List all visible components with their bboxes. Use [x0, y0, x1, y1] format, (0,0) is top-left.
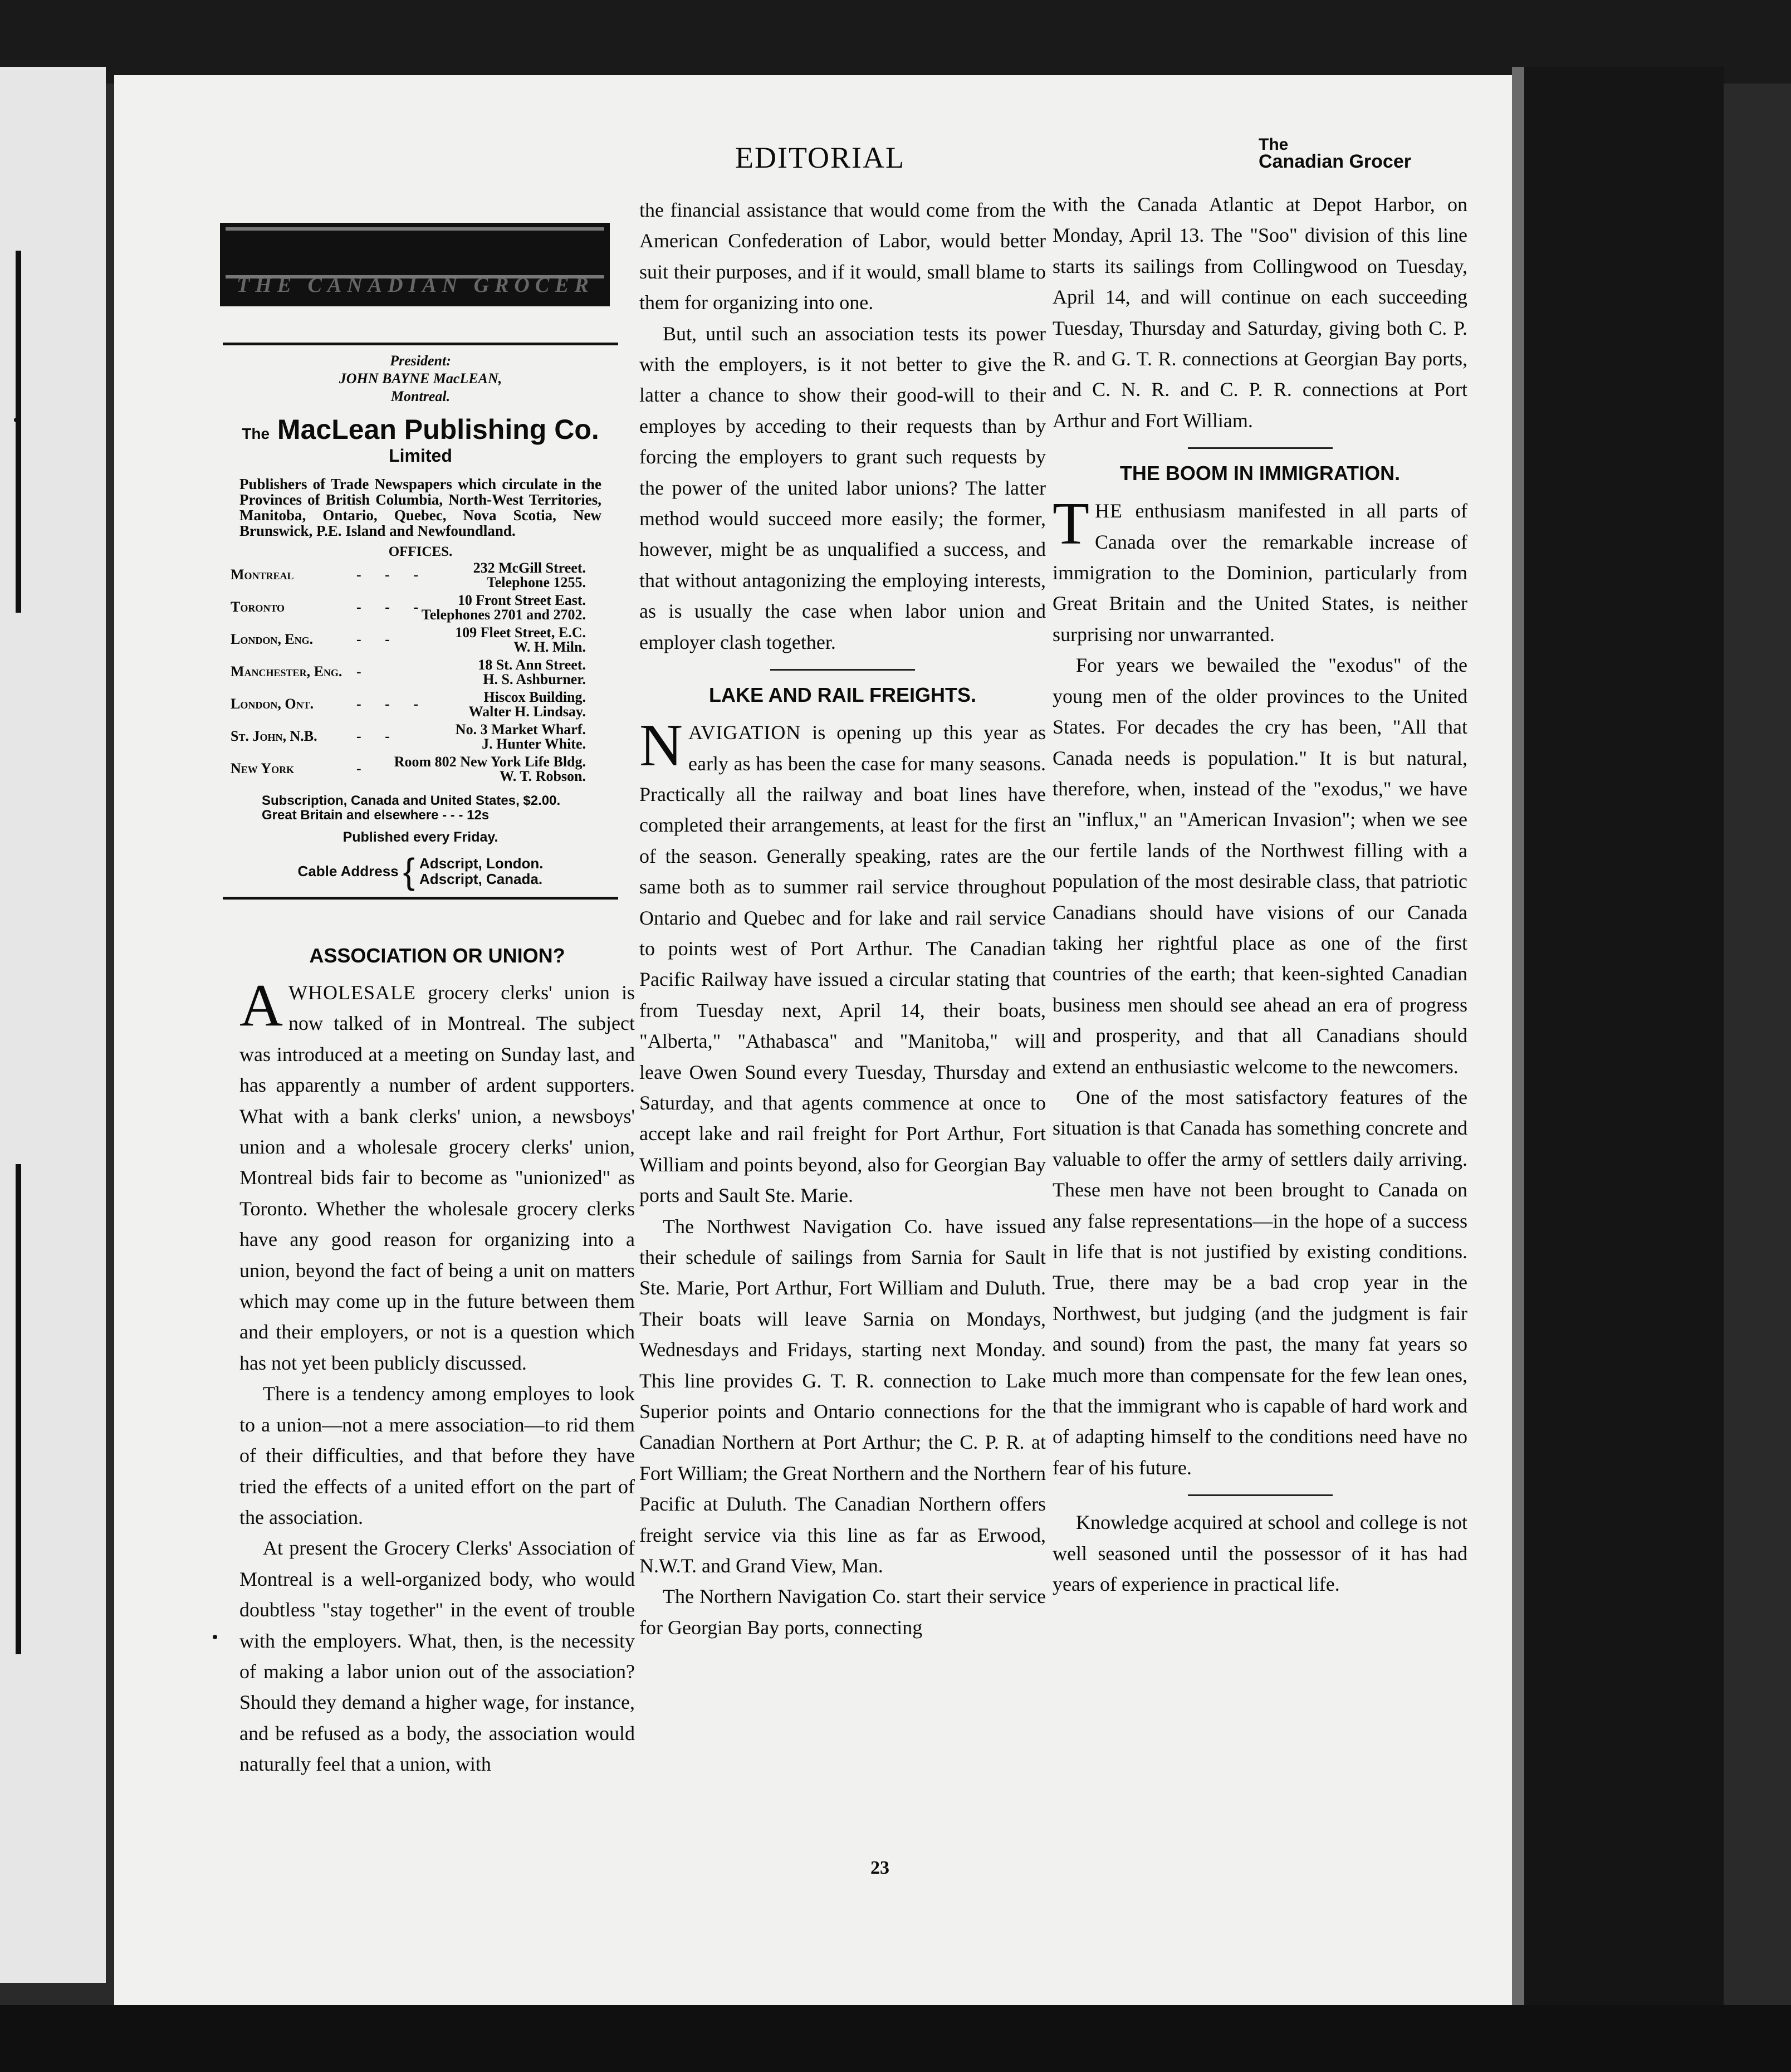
article-paragraph: Knowledge acquired at school and college is not well seasoned until the possessor of it has had years of experience in practical life. — [1053, 1511, 1467, 1596]
office-address: 18 St. Ann Street. H. S. Ashburner. — [478, 657, 586, 687]
drop-cap: N — [639, 712, 683, 779]
office-city: London, Ont. — [231, 696, 314, 712]
page-number: 23 — [870, 1858, 889, 1878]
office-city: Montreal — [231, 566, 294, 583]
company-limited: Limited — [389, 446, 452, 466]
office-dashes: - - - — [356, 599, 428, 615]
office-entry — [223, 657, 618, 689]
article-paragraph: AWHOLESALE grocery clerks' union is now talked of in Montreal. The subject was introduced at a meeting on Sunday last, and has apparently a number of ardent supporters. What with a bank clerks' union, a newsboys' union and a wholesale grocery clerks' union, Montreal bids fair to become as "unionized" as Toronto. Whether the wholesale grocery clerks have any good reason for organizing into a union, beyond the fact of being a unit on matters which may come up in the future between them and their employers, or not is a question which has not yet been publicly discussed. — [239, 973, 635, 1374]
article-paragraph: THE enthusiasm manifested in all parts of Canada over the remarkable increase of immigration to the Dominion, particularly from Great Britain and the United States, is neither surprising nor unwarranted. — [1053, 491, 1467, 646]
office-dashes: - - - — [356, 566, 428, 583]
offices-heading: OFFICES. — [388, 544, 453, 559]
office-city: London, Eng. — [231, 631, 314, 647]
column-1 — [239, 973, 635, 1780]
masthead-logo: THE CANADIAN GROCER — [220, 223, 610, 306]
facing-page-edge — [0, 67, 106, 1983]
office-entry — [223, 592, 618, 624]
scan-bottom-border — [0, 2005, 1791, 2072]
article-paragraph: the financial assistance that would come from the American Confederation of Labor, would better suit their purposes, and if it would, small blame to them for organizing into one. — [639, 199, 1046, 314]
office-dashes: - - — [356, 631, 400, 647]
office-entry — [223, 624, 618, 657]
office-city: Toronto — [231, 599, 285, 615]
drop-cap: T — [1053, 491, 1089, 558]
article-paragraph: One of the most satisfactory features of the situation is that Canada has something concrete and valuable to offer the army of settlers daily arriving. These men have not been brought to Canada on any false representations—in the hope of a success in life that is not justified by existing conditions. True, there may be a bad crop year in the Northwest, but judging (and the judgment is fair and sound) from the past, the many fat years so much more than compensate for the few lean ones, that the immigrant who is capable of hard work and of adapting himself to the conditions need have no fear of his future. — [1053, 1086, 1467, 1479]
publisher-box — [223, 343, 618, 900]
facing-page-rule — [16, 1164, 21, 1654]
office-entry — [223, 689, 618, 721]
separator-rule — [1188, 1494, 1333, 1496]
office-entry — [223, 754, 618, 786]
publication-name: The Canadian Grocer — [1259, 135, 1411, 172]
office-address: Room 802 New York Life Bldg. W. T. Robson. — [394, 754, 586, 784]
office-address: 109 Fleet Street, E.C. W. H. Miln. — [455, 624, 586, 655]
article-paragraph: But, until such an association tests its power with the employers, is it not better to give the latter a chance to show their good-will to their employes by acceding to their requests than by forcing the employers to grant such requests by the power of the united labor unions? The latter method would succeed more easily; the former, however, might be as unqualified a success, and that without antagonizing the employing interests, as is usually the case when labor union and employer clash together. — [639, 322, 1046, 653]
article-paragraph: There is a tendency among employes to look to a union—not a mere association—to rid them of their difficulties, and that before they have tried the effects of a united effort on the part of the association. — [239, 1382, 635, 1528]
office-address: 232 McGill Street. Telephone 1255. — [473, 560, 586, 590]
office-address: Hiscox Building. Walter H. Lindsay. — [468, 689, 586, 720]
company-name: The MacLean Publishing Co. — [242, 414, 599, 445]
office-address: 10 Front Street East. Telephones 2701 and 2702. — [421, 592, 586, 623]
president-city: Montreal. — [390, 388, 451, 404]
article-heading: LAKE AND RAIL FREIGHTS. — [708, 683, 976, 707]
publication-frequency: Published every Friday. — [342, 829, 498, 845]
article-paragraph: For years we bewailed the "exodus" of the young men of the older provinces to the United States. For decades the cry has been, "All that Canada needs is population." It is but natural, therefore, when, instead of the "exodus," we have an "influx," an "American Invasion"; when we see our fertile lands of the Northwest filling with a population of the most desirable class, that patriotic Canadians should have visions of our Canada taking her rightful place as one of the first countries of the earth; that keen-sighted Canadian business men should see ahead an era of progress and prosperity, and that all Canadians should extend an enthusiastic welcome to the newcomers. — [1053, 654, 1467, 1078]
office-city: Manchester, Eng. — [231, 663, 342, 680]
offices-list — [223, 560, 618, 786]
office-dashes: - - - — [356, 696, 428, 712]
article-paragraph: NAVIGATION is opening up this year as early as has been the case for many seasons. Practically all the railway and boat lines have completed their arrangements, at least for the first of the season. Generally speaking, rates are the same both as to summer rail service throughout Ontario and Quebec and for lake and rail service to points west of Port Arthur. The Canadian Pacific Railway have issued a circular stating that from Tuesday next, April 14, their boats, "Alberta," "Athabasca" and "Manitoba," will leave Owen Sound every Tuesday, Thursday and Saturday, and that agents commence at once to accept lake and rail freight for Port Arthur, Fort William and points beyond, also for Georgian Bay ports and Sault Ste. Marie. — [639, 712, 1046, 1207]
article-heading: ASSOCIATION OR UNION? — [309, 944, 565, 967]
office-dashes: - — [356, 663, 371, 680]
office-address: No. 3 Market Wharf. J. Hunter White. — [455, 721, 586, 752]
article-paragraph: At present the Grocery Clerks' Association of Montreal is a well-organized body, who would doubtless "stay together" in the event of trouble with the employers. What, then, is the necessity of making a labor union out of the association? Should they demand a higher wage, for instance, and be refused as a body, the association would naturally feel that a union, with — [239, 1537, 635, 1776]
section-title: EDITORIAL — [735, 141, 905, 174]
president-name: JOHN BAYNE MacLEAN, — [339, 370, 502, 387]
office-city: New York — [231, 760, 295, 776]
separator-rule — [1188, 447, 1333, 449]
drop-cap: A — [239, 973, 283, 1039]
article-paragraph: The Northern Navigation Co. start their service for Georgian Bay ports, connecting — [639, 1585, 1046, 1639]
column-3 — [1053, 189, 1467, 1600]
cable-address: Cable Address { Adscript, London. Adscript, Canada. — [297, 851, 544, 891]
office-city: St. John, N.B. — [231, 728, 317, 744]
book-binding-edge — [1512, 67, 1724, 2005]
brace-glyph: { — [403, 851, 415, 891]
separator-rule — [770, 669, 915, 671]
facing-page-rule — [16, 251, 21, 613]
subscription-info: Subscription, Canada and United States, $2.00. Great Britain and elsewhere - - - 12s — [262, 793, 561, 823]
article-paragraph: with the Canada Atlantic at Depot Harbor, on Monday, April 13. The "Soo" division of this line starts its sailings from Collingwood on Tuesday, April 14, and will continue on each succeeding Tuesday, Thursday and Saturday, giving both C. P. R. and G. T. R. connections at Georgian Bay ports, and C. N. R. and C. P. R. connections at Port Arthur and Fort William. — [1053, 193, 1467, 432]
article-paragraph: The Northwest Navigation Co. have issued their schedule of sailings from Sarnia for Sault Ste. Marie, Port Arthur, Fort William and Duluth. Their boats will leave Sarnia on Mondays, Wednesdays and Fridays, starting next Monday. This line provides G. T. R. connection to Lake Superior points and Ontario connections for the Canadian Northern at Port Arthur; the C. P. R. at Fort William; the Great Northern and the Northern Pacific at Duluth. The Canadian Northern offers freight service via this line as far as Erwood, N.W.T. and Grand View, Man. — [639, 1215, 1046, 1577]
office-dashes: - — [356, 760, 371, 776]
president-label: President: — [390, 353, 451, 369]
column-2 — [639, 195, 1046, 1643]
print-speck — [213, 1635, 217, 1639]
article-heading: THE BOOM IN IMMIGRATION. — [1119, 462, 1401, 485]
office-entry — [223, 721, 618, 754]
print-speck — [14, 418, 18, 422]
office-entry — [223, 560, 618, 592]
company-description: Publishers of Trade Newspapers which circulate in the Provinces of British Columbia, North-West Territories, Manitoba, Ontario, Quebec, Nova Scotia, New Brunswick, P.E. Island and Newfoundland. — [239, 476, 601, 539]
office-dashes: - - — [356, 728, 400, 744]
